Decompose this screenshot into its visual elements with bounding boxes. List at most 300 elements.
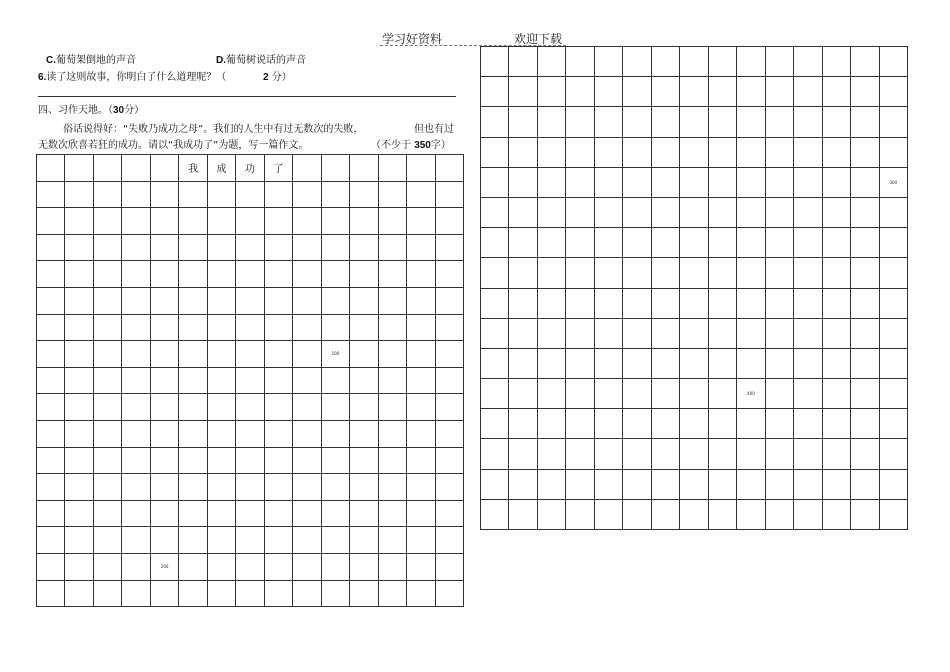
grid-cell[interactable] bbox=[538, 77, 566, 107]
grid-cell[interactable] bbox=[407, 394, 435, 421]
grid-cell[interactable] bbox=[179, 581, 207, 608]
grid-cell[interactable] bbox=[709, 319, 737, 349]
grid-cell[interactable] bbox=[179, 394, 207, 421]
grid-cell[interactable] bbox=[623, 500, 651, 530]
grid-cell[interactable] bbox=[236, 208, 264, 235]
grid-cell[interactable] bbox=[880, 500, 908, 530]
grid-cell[interactable] bbox=[94, 315, 122, 342]
grid-cell[interactable] bbox=[37, 448, 65, 475]
grid-cell[interactable] bbox=[37, 208, 65, 235]
grid-cell[interactable] bbox=[737, 107, 765, 137]
grid-cell[interactable] bbox=[407, 341, 435, 368]
grid-cell[interactable] bbox=[293, 235, 321, 262]
grid-cell[interactable] bbox=[680, 168, 708, 198]
grid-cell[interactable] bbox=[538, 319, 566, 349]
grid-cell[interactable] bbox=[122, 288, 150, 315]
grid-cell[interactable] bbox=[407, 501, 435, 528]
grid-cell[interactable] bbox=[680, 77, 708, 107]
grid-cell[interactable] bbox=[680, 198, 708, 228]
grid-cell[interactable] bbox=[179, 554, 207, 581]
grid-cell[interactable] bbox=[407, 208, 435, 235]
grid-cell[interactable] bbox=[436, 182, 464, 209]
grid-cell[interactable] bbox=[151, 501, 179, 528]
grid-cell[interactable] bbox=[851, 228, 879, 258]
grid-cell[interactable] bbox=[37, 421, 65, 448]
grid-cell[interactable] bbox=[509, 470, 537, 500]
grid-cell[interactable] bbox=[265, 448, 293, 475]
grid-cell[interactable] bbox=[623, 47, 651, 77]
grid-cell[interactable] bbox=[566, 138, 594, 168]
grid-cell[interactable] bbox=[407, 155, 435, 182]
grid-cell[interactable] bbox=[823, 439, 851, 469]
grid-cell[interactable] bbox=[265, 554, 293, 581]
grid-cell[interactable] bbox=[322, 581, 350, 608]
grid-cell[interactable] bbox=[709, 47, 737, 77]
grid-cell[interactable] bbox=[293, 527, 321, 554]
grid-cell[interactable] bbox=[538, 379, 566, 409]
grid-cell[interactable] bbox=[94, 421, 122, 448]
grid-cell[interactable] bbox=[481, 349, 509, 379]
grid-cell[interactable] bbox=[179, 208, 207, 235]
grid-cell[interactable] bbox=[208, 208, 236, 235]
grid-cell[interactable] bbox=[623, 77, 651, 107]
grid-cell[interactable] bbox=[652, 198, 680, 228]
grid-cell[interactable] bbox=[623, 107, 651, 137]
grid-cell[interactable] bbox=[436, 261, 464, 288]
grid-cell[interactable] bbox=[322, 155, 350, 182]
grid-cell[interactable] bbox=[737, 228, 765, 258]
grid-cell[interactable] bbox=[538, 168, 566, 198]
grid-cell[interactable] bbox=[737, 198, 765, 228]
grid-cell[interactable] bbox=[208, 421, 236, 448]
grid-cell[interactable] bbox=[851, 77, 879, 107]
grid-cell[interactable] bbox=[737, 500, 765, 530]
grid-cell[interactable] bbox=[509, 168, 537, 198]
grid-cell[interactable] bbox=[208, 394, 236, 421]
grid-cell[interactable] bbox=[379, 474, 407, 501]
grid-cell[interactable] bbox=[595, 470, 623, 500]
grid-cell[interactable] bbox=[322, 341, 350, 368]
grid-cell[interactable] bbox=[122, 448, 150, 475]
grid-cell[interactable] bbox=[122, 235, 150, 262]
grid-cell[interactable] bbox=[766, 138, 794, 168]
grid-cell[interactable] bbox=[350, 554, 378, 581]
grid-cell[interactable] bbox=[481, 409, 509, 439]
grid-cell[interactable] bbox=[851, 500, 879, 530]
grid-cell[interactable] bbox=[851, 258, 879, 288]
grid-cell[interactable] bbox=[208, 288, 236, 315]
grid-cell[interactable] bbox=[509, 349, 537, 379]
grid-cell[interactable] bbox=[37, 288, 65, 315]
grid-cell[interactable] bbox=[823, 258, 851, 288]
grid-cell[interactable] bbox=[65, 315, 93, 342]
grid-cell[interactable] bbox=[766, 77, 794, 107]
grid-cell[interactable] bbox=[265, 341, 293, 368]
grid-cell[interactable] bbox=[538, 198, 566, 228]
grid-cell[interactable] bbox=[566, 107, 594, 137]
grid-cell[interactable] bbox=[151, 235, 179, 262]
grid-cell[interactable] bbox=[709, 500, 737, 530]
grid-cell[interactable] bbox=[94, 581, 122, 608]
grid-cell[interactable] bbox=[481, 319, 509, 349]
grid-cell[interactable] bbox=[37, 315, 65, 342]
grid-cell[interactable] bbox=[322, 448, 350, 475]
grid-cell[interactable] bbox=[766, 168, 794, 198]
grid-cell[interactable] bbox=[680, 439, 708, 469]
grid-cell[interactable] bbox=[538, 289, 566, 319]
grid-cell[interactable] bbox=[65, 527, 93, 554]
grid-cell[interactable] bbox=[350, 235, 378, 262]
grid-cell[interactable] bbox=[407, 448, 435, 475]
grid-cell[interactable] bbox=[236, 288, 264, 315]
grid-cell[interactable] bbox=[509, 47, 537, 77]
grid-cell[interactable] bbox=[407, 261, 435, 288]
grid-cell[interactable] bbox=[851, 409, 879, 439]
grid-cell[interactable] bbox=[851, 289, 879, 319]
grid-cell[interactable] bbox=[880, 470, 908, 500]
grid-cell[interactable] bbox=[794, 319, 822, 349]
grid-cell[interactable] bbox=[709, 258, 737, 288]
grid-cell[interactable] bbox=[880, 77, 908, 107]
grid-cell[interactable] bbox=[823, 168, 851, 198]
grid-cell[interactable] bbox=[379, 288, 407, 315]
grid-cell[interactable] bbox=[94, 554, 122, 581]
grid-cell[interactable] bbox=[436, 288, 464, 315]
grid-cell[interactable] bbox=[37, 368, 65, 395]
grid-cell[interactable] bbox=[179, 341, 207, 368]
grid-cell[interactable] bbox=[208, 315, 236, 342]
grid-cell[interactable] bbox=[350, 527, 378, 554]
grid-cell[interactable] bbox=[379, 421, 407, 448]
grid-cell[interactable] bbox=[595, 289, 623, 319]
grid-cell[interactable] bbox=[538, 47, 566, 77]
grid-cell[interactable] bbox=[595, 500, 623, 530]
grid-cell[interactable] bbox=[652, 349, 680, 379]
grid-cell[interactable] bbox=[208, 527, 236, 554]
grid-cell[interactable] bbox=[766, 409, 794, 439]
grid-cell[interactable] bbox=[65, 474, 93, 501]
grid-cell[interactable] bbox=[823, 379, 851, 409]
grid-cell[interactable] bbox=[151, 421, 179, 448]
grid-cell[interactable] bbox=[680, 228, 708, 258]
grid-cell[interactable] bbox=[737, 289, 765, 319]
grid-cell[interactable] bbox=[652, 439, 680, 469]
grid-cell[interactable] bbox=[122, 394, 150, 421]
grid-cell[interactable] bbox=[737, 138, 765, 168]
grid-cell[interactable] bbox=[623, 198, 651, 228]
grid-cell[interactable] bbox=[823, 198, 851, 228]
grid-cell[interactable] bbox=[595, 138, 623, 168]
grid-cell[interactable] bbox=[766, 500, 794, 530]
grid-cell[interactable] bbox=[680, 470, 708, 500]
grid-cell[interactable] bbox=[794, 198, 822, 228]
grid-cell[interactable] bbox=[623, 379, 651, 409]
grid-cell[interactable] bbox=[436, 474, 464, 501]
grid-cell[interactable] bbox=[379, 448, 407, 475]
grid-cell[interactable] bbox=[436, 155, 464, 182]
grid-cell[interactable] bbox=[350, 261, 378, 288]
grid-cell[interactable] bbox=[65, 155, 93, 182]
grid-cell[interactable] bbox=[481, 77, 509, 107]
grid-cell[interactable] bbox=[151, 474, 179, 501]
grid-cell[interactable] bbox=[350, 421, 378, 448]
grid-cell[interactable] bbox=[236, 315, 264, 342]
grid-cell[interactable] bbox=[37, 474, 65, 501]
grid-cell[interactable] bbox=[65, 448, 93, 475]
grid-cell[interactable] bbox=[794, 289, 822, 319]
grid-cell[interactable] bbox=[652, 409, 680, 439]
grid-cell[interactable] bbox=[379, 581, 407, 608]
grid-cell[interactable] bbox=[509, 289, 537, 319]
grid-cell[interactable] bbox=[208, 368, 236, 395]
grid-cell[interactable] bbox=[709, 168, 737, 198]
grid-cell[interactable] bbox=[236, 368, 264, 395]
grid-cell[interactable] bbox=[407, 235, 435, 262]
grid-cell[interactable] bbox=[151, 448, 179, 475]
grid-cell[interactable] bbox=[623, 168, 651, 198]
grid-cell[interactable] bbox=[179, 182, 207, 209]
grid-cell[interactable] bbox=[122, 208, 150, 235]
grid-cell[interactable] bbox=[680, 500, 708, 530]
grid-cell[interactable] bbox=[737, 379, 765, 409]
grid-cell[interactable] bbox=[293, 155, 321, 182]
grid-cell[interactable] bbox=[179, 235, 207, 262]
grid-cell[interactable] bbox=[407, 288, 435, 315]
grid-cell[interactable] bbox=[737, 409, 765, 439]
grid-cell[interactable] bbox=[122, 155, 150, 182]
grid-cell[interactable] bbox=[379, 501, 407, 528]
grid-cell[interactable] bbox=[595, 409, 623, 439]
grid-cell[interactable] bbox=[880, 138, 908, 168]
grid-cell[interactable] bbox=[595, 107, 623, 137]
grid-cell[interactable] bbox=[65, 421, 93, 448]
grid-cell[interactable] bbox=[823, 77, 851, 107]
grid-cell[interactable] bbox=[680, 107, 708, 137]
grid-cell[interactable] bbox=[322, 368, 350, 395]
grid-cell[interactable] bbox=[823, 319, 851, 349]
grid-cell[interactable] bbox=[293, 448, 321, 475]
grid-cell[interactable] bbox=[151, 261, 179, 288]
grid-cell[interactable] bbox=[37, 394, 65, 421]
grid-cell[interactable] bbox=[94, 474, 122, 501]
grid-cell[interactable] bbox=[208, 155, 236, 182]
grid-cell[interactable] bbox=[566, 500, 594, 530]
grid-cell[interactable] bbox=[407, 474, 435, 501]
grid-cell[interactable] bbox=[652, 470, 680, 500]
grid-cell[interactable] bbox=[322, 501, 350, 528]
grid-cell[interactable] bbox=[208, 474, 236, 501]
grid-cell[interactable] bbox=[322, 421, 350, 448]
grid-cell[interactable] bbox=[350, 208, 378, 235]
grid-cell[interactable] bbox=[823, 500, 851, 530]
grid-cell[interactable] bbox=[766, 349, 794, 379]
grid-cell[interactable] bbox=[379, 368, 407, 395]
grid-cell[interactable] bbox=[322, 527, 350, 554]
grid-cell[interactable] bbox=[236, 421, 264, 448]
grid-cell[interactable] bbox=[293, 501, 321, 528]
grid-cell[interactable] bbox=[623, 319, 651, 349]
grid-cell[interactable] bbox=[481, 198, 509, 228]
grid-cell[interactable] bbox=[794, 47, 822, 77]
grid-cell[interactable] bbox=[595, 47, 623, 77]
grid-cell[interactable] bbox=[623, 409, 651, 439]
grid-cell[interactable] bbox=[481, 138, 509, 168]
grid-cell[interactable] bbox=[623, 258, 651, 288]
grid-cell[interactable] bbox=[379, 235, 407, 262]
grid-cell[interactable] bbox=[680, 289, 708, 319]
grid-cell[interactable] bbox=[509, 228, 537, 258]
grid-cell[interactable] bbox=[509, 107, 537, 137]
grid-cell[interactable] bbox=[623, 138, 651, 168]
grid-cell[interactable] bbox=[65, 208, 93, 235]
grid-cell[interactable] bbox=[65, 288, 93, 315]
grid-cell[interactable] bbox=[766, 107, 794, 137]
grid-cell[interactable] bbox=[566, 439, 594, 469]
grid-cell[interactable] bbox=[481, 470, 509, 500]
grid-cell[interactable] bbox=[652, 168, 680, 198]
grid-cell[interactable] bbox=[265, 182, 293, 209]
grid-cell[interactable] bbox=[379, 261, 407, 288]
grid-cell[interactable] bbox=[794, 228, 822, 258]
grid-cell[interactable] bbox=[851, 319, 879, 349]
grid-cell[interactable] bbox=[766, 439, 794, 469]
grid-cell[interactable] bbox=[94, 261, 122, 288]
grid-cell[interactable] bbox=[65, 581, 93, 608]
grid-cell[interactable] bbox=[208, 554, 236, 581]
grid-cell[interactable] bbox=[208, 182, 236, 209]
grid-cell[interactable] bbox=[122, 182, 150, 209]
grid-cell[interactable] bbox=[94, 448, 122, 475]
grid-cell[interactable] bbox=[151, 368, 179, 395]
grid-cell[interactable] bbox=[322, 261, 350, 288]
grid-cell[interactable] bbox=[766, 198, 794, 228]
grid-cell[interactable] bbox=[481, 500, 509, 530]
grid-cell[interactable] bbox=[236, 501, 264, 528]
grid-cell[interactable] bbox=[322, 235, 350, 262]
grid-cell[interactable] bbox=[208, 235, 236, 262]
grid-cell[interactable] bbox=[509, 258, 537, 288]
grid-cell[interactable] bbox=[293, 182, 321, 209]
grid-cell[interactable] bbox=[293, 341, 321, 368]
grid-cell[interactable] bbox=[794, 77, 822, 107]
grid-cell[interactable] bbox=[737, 77, 765, 107]
grid-cell[interactable] bbox=[293, 288, 321, 315]
grid-cell[interactable] bbox=[293, 208, 321, 235]
grid-cell[interactable] bbox=[680, 319, 708, 349]
grid-cell[interactable] bbox=[379, 394, 407, 421]
grid-cell[interactable] bbox=[236, 341, 264, 368]
grid-cell[interactable] bbox=[65, 368, 93, 395]
grid-cell[interactable] bbox=[265, 261, 293, 288]
grid-cell[interactable] bbox=[623, 349, 651, 379]
grid-cell[interactable] bbox=[293, 474, 321, 501]
grid-cell[interactable] bbox=[350, 368, 378, 395]
grid-cell[interactable] bbox=[880, 228, 908, 258]
grid-cell[interactable] bbox=[436, 421, 464, 448]
grid-cell[interactable] bbox=[208, 261, 236, 288]
grid-cell[interactable] bbox=[652, 319, 680, 349]
grid-cell[interactable] bbox=[265, 421, 293, 448]
grid-cell[interactable] bbox=[236, 235, 264, 262]
grid-cell[interactable] bbox=[566, 77, 594, 107]
grid-cell[interactable] bbox=[509, 198, 537, 228]
grid-cell[interactable] bbox=[407, 315, 435, 342]
grid-cell[interactable] bbox=[65, 501, 93, 528]
grid-cell[interactable] bbox=[709, 409, 737, 439]
grid-cell[interactable] bbox=[737, 258, 765, 288]
grid-cell[interactable] bbox=[709, 439, 737, 469]
grid-cell[interactable] bbox=[880, 379, 908, 409]
grid-cell[interactable] bbox=[236, 182, 264, 209]
grid-cell[interactable] bbox=[481, 47, 509, 77]
grid-cell[interactable] bbox=[680, 379, 708, 409]
grid-cell[interactable] bbox=[436, 368, 464, 395]
grid-cell[interactable] bbox=[350, 448, 378, 475]
grid-cell[interactable] bbox=[538, 500, 566, 530]
grid-cell[interactable] bbox=[322, 394, 350, 421]
grid-cell[interactable] bbox=[436, 208, 464, 235]
grid-cell[interactable] bbox=[407, 527, 435, 554]
grid-cell[interactable] bbox=[823, 138, 851, 168]
grid-cell[interactable] bbox=[94, 368, 122, 395]
grid-cell[interactable] bbox=[236, 448, 264, 475]
grid-cell[interactable] bbox=[65, 182, 93, 209]
grid-cell[interactable] bbox=[652, 138, 680, 168]
grid-cell[interactable] bbox=[151, 527, 179, 554]
grid-cell[interactable] bbox=[322, 182, 350, 209]
answer-line[interactable] bbox=[38, 96, 456, 97]
grid-cell[interactable] bbox=[37, 501, 65, 528]
grid-cell[interactable] bbox=[481, 228, 509, 258]
grid-cell[interactable] bbox=[350, 394, 378, 421]
grid-cell[interactable] bbox=[766, 470, 794, 500]
grid-cell[interactable] bbox=[595, 379, 623, 409]
grid-cell[interactable] bbox=[880, 409, 908, 439]
grid-cell[interactable] bbox=[595, 258, 623, 288]
grid-cell[interactable] bbox=[122, 554, 150, 581]
grid-cell[interactable] bbox=[179, 315, 207, 342]
grid-cell[interactable] bbox=[709, 77, 737, 107]
grid-cell[interactable] bbox=[436, 235, 464, 262]
grid-cell[interactable] bbox=[566, 47, 594, 77]
grid-cell[interactable] bbox=[236, 261, 264, 288]
grid-cell[interactable] bbox=[208, 448, 236, 475]
grid-cell[interactable] bbox=[851, 349, 879, 379]
grid-cell[interactable] bbox=[509, 439, 537, 469]
grid-cell[interactable] bbox=[236, 155, 264, 182]
grid-cell[interactable] bbox=[509, 77, 537, 107]
grid-cell[interactable] bbox=[151, 341, 179, 368]
grid-cell[interactable] bbox=[566, 409, 594, 439]
grid-cell[interactable] bbox=[407, 421, 435, 448]
grid-cell[interactable] bbox=[293, 394, 321, 421]
grid-cell[interactable] bbox=[538, 138, 566, 168]
grid-cell[interactable] bbox=[680, 258, 708, 288]
grid-cell[interactable] bbox=[265, 501, 293, 528]
grid-cell[interactable] bbox=[122, 315, 150, 342]
grid-cell[interactable] bbox=[538, 470, 566, 500]
grid-cell[interactable] bbox=[680, 409, 708, 439]
grid-cell[interactable] bbox=[709, 138, 737, 168]
grid-cell[interactable] bbox=[566, 168, 594, 198]
grid-cell[interactable] bbox=[65, 341, 93, 368]
grid-cell[interactable] bbox=[794, 409, 822, 439]
grid-cell[interactable] bbox=[179, 421, 207, 448]
grid-cell[interactable] bbox=[595, 198, 623, 228]
grid-cell[interactable] bbox=[265, 155, 293, 182]
grid-cell[interactable] bbox=[766, 258, 794, 288]
grid-cell[interactable] bbox=[151, 581, 179, 608]
